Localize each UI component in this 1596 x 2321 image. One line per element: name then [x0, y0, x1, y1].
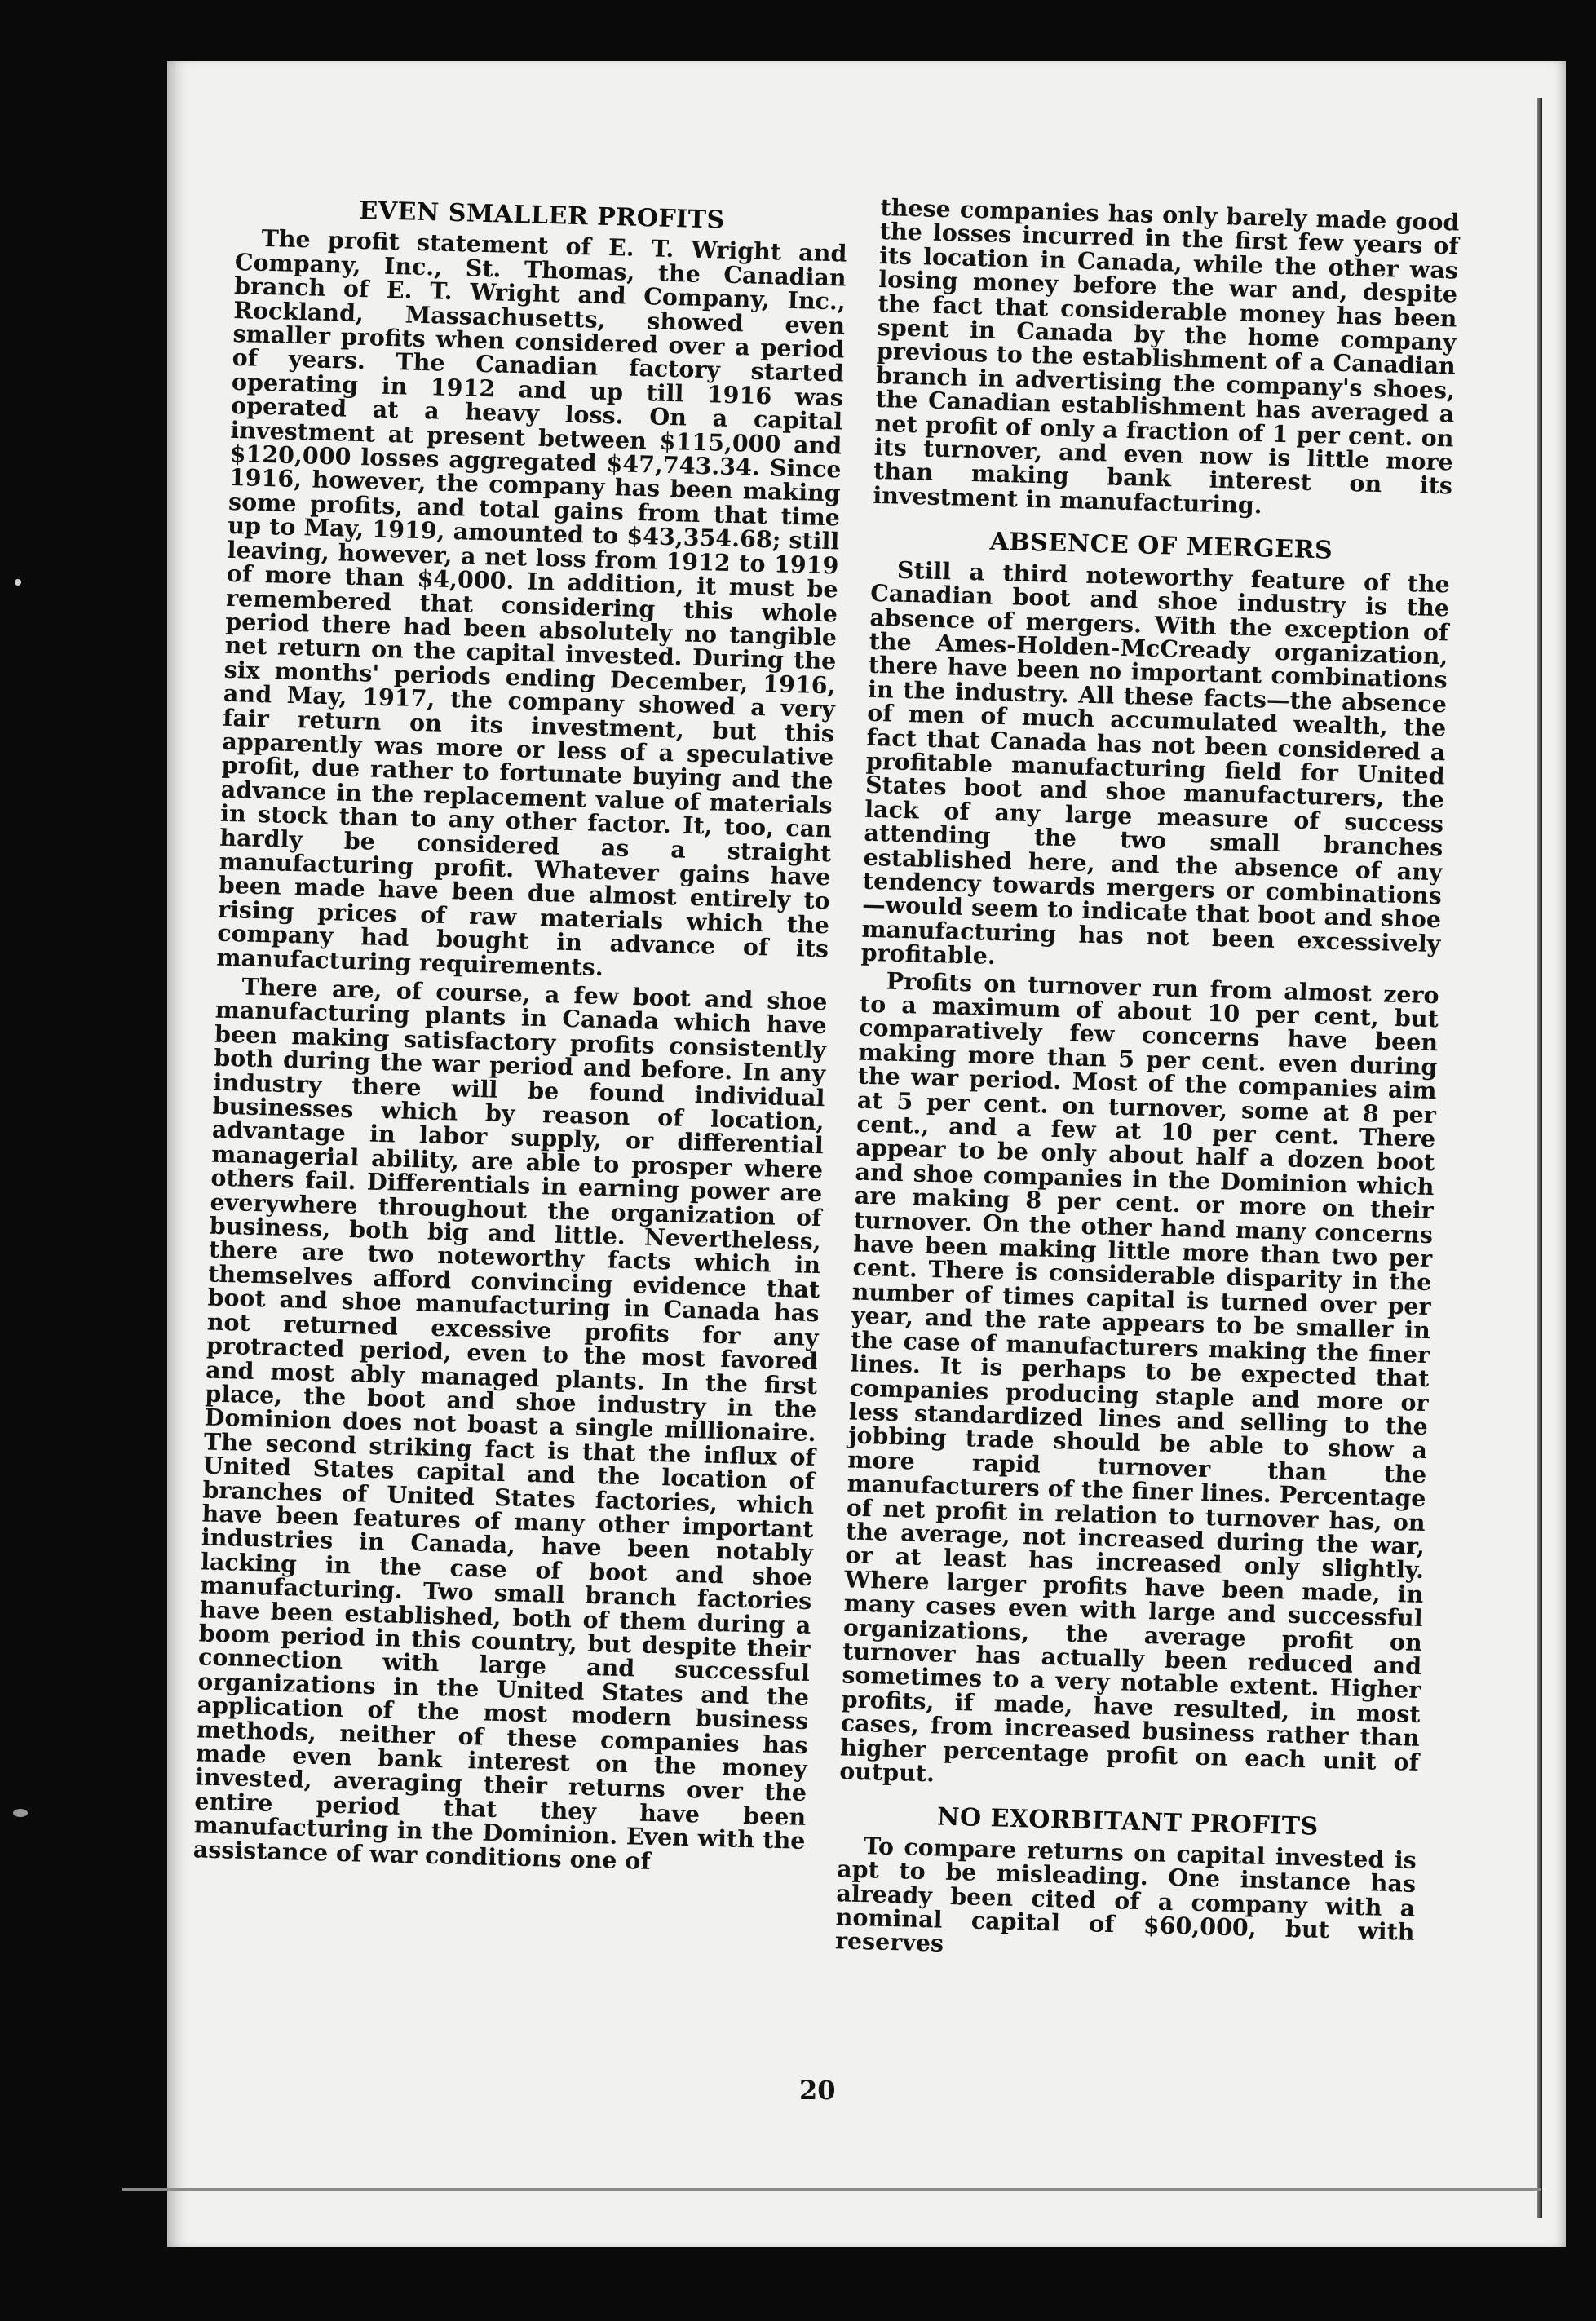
right-column	[834, 193, 1460, 1969]
page-fold-edge	[1537, 98, 1542, 2218]
section-heading: NO EXORBITANT PROFITS	[936, 1802, 1320, 1842]
paragraph: There are, of course, a few boot and shoe manufacturing plants in Canada which have been making satisfactory profits consistently both during the war period and before. In any industry there will be found individual businesses which by reason of location, advantage in labor supply, or differential managerial ability, are able to prosper where others fail. Differentials in earning power are everywhere throughout the organization of business, both big and little. Nevertheless, there are two noteworthy facts which in themselves afford convincing evidence that boot and shoe manufacturing in Canada has not returned excessive profits for any protracted period, even to the most favored and most ably managed plants. In the first place, the boot and shoe industry in the Dominion does not boast a single millionaire. The second striking fact is that the influx of United States capital and the location of branches of United States factories, which have been features of many other important industries in Canada, have been notably lacking in the case of boot and shoe manufacturing. Two small branch factories have been established, both of them during a boom period in this country, but despite their connection with large and successful organizations in the United States and the application of the most modern business methods, neither of these companies has made even bank interest on the money invested, averaging their returns over the entire period that they have been manufacturing in the Dominion. Even with the assistance of war conditions one of	[192, 972, 828, 1875]
left-column	[193, 196, 848, 1877]
page-number: 20	[799, 2075, 836, 2106]
dust-speck	[13, 1809, 28, 1817]
paragraph: To compare returns on capital invested is apt to be misleading. One instance has already been cited of a company with a nominal capital of $60,000, but with reserves	[834, 1831, 1417, 1958]
section-heading: EVEN SMALLER PROFITS	[358, 196, 726, 235]
section-heading: ABSENCE OF MERGERS	[989, 527, 1333, 565]
dust-speck	[15, 579, 21, 586]
paragraph: Profits on turnover run from almost zero to a maximum of about 10 per cent, but comparatively few concerns have been making more than 5 per cent. even during the war period. Most of the companies aim at 5 per cent. on turnover, some at 8 per cent., and a few at 10 per cent. There appear to be only about half a dozen boot and shoe companies in the Dominion which are making 8 per cent. or more on their turnover. On the other hand many concerns have been making little more than two per cent. There is considerable disparity in the number of times capital is turned over per year, and the rate appears to be smaller in the case of manufacturers making the finer lines. It is perhaps to be expected that companies producing staple and more or less standardized lines and selling to the jobbing trade should be able to show a more rapid turnover than the manufacturers of the finer lines. Percentage of net profit in relation to turnover has, on the average, not increased during the war, or at least has increased only slightly. Where larger profits have been made, in many cases even with large and successful organizations, the average profit on turnover has actually been reduced and sometimes to a very notable extent. Higher profits, if made, have resulted, in most cases, from increased business rather than higher percentage profit on each unit of output.	[838, 966, 1440, 1788]
paragraph: Still a third noteworthy feature of the Canadian boot and shoe industry is the absence of mergers. With the exception of the Ames-Holden-McCready organization, there have been no important combinations in the industry. All these facts—the absence of men of much accumulated wealth, the fact that Canada has not been considered a profitable manufacturing field for United States boot and shoe manufacturers, the lack of any large measure of success attending the two small branches established here, and the absence of any tendency towards mergers or combinations—would seem to indicate that boot and shoe manufacturing has not been excessively profitable.	[860, 555, 1451, 970]
paragraph: The profit statement of E. T. Wright and Company, Inc., St. Thomas, the Canadian branch of E. T. Wright and Company, Inc., Rockland, Massachusetts, showed even smaller profits when considered over a period of years. The Canadian factory started operating in 1912 and up till 1916 was operated at a heavy loss. On a capital investment at present between $115,000 and $120,000 losses aggregated $47,743.34. Since 1916, however, the company has been making some profits, and total gains from that time up to May, 1919, amounted to $43,354.68; still leaving, however, a net loss from 1912 to 1919 of more than $4,000. In addition, it must be remembered that considering this whole period there had been absolutely no tangible net return on the capital invested. During the six months' periods ending December, 1916, and May, 1917, the company showed a very fair return on its investment, but this apparently was more or less of a speculative profit, due rather to fortunate buying and the advance in the replacement value of materials in stock than to any other factor. It, too, can hardly be considered as a straight manufacturing profit. Whatever gains have been made have been due almost entirely to rising prices of raw materials which the company had bought in advance of its manufacturing requirements.	[216, 224, 847, 981]
bottom-rule	[122, 2188, 1541, 2191]
paragraph-continuation: these companies has only barely made good the losses incurred in the first few years of its location in Canada, while the other was losing money before the war and, despite the fact that considerable money has been spent in Canada by the home company previous to the establishment of a Canadian branch in advertising the company's shoes, the Canadian establishment has averaged a net profit of only a fraction of 1 per cent. on its turnover, and even now is little more than making bank interest on its investment in manufacturing.	[872, 193, 1460, 519]
